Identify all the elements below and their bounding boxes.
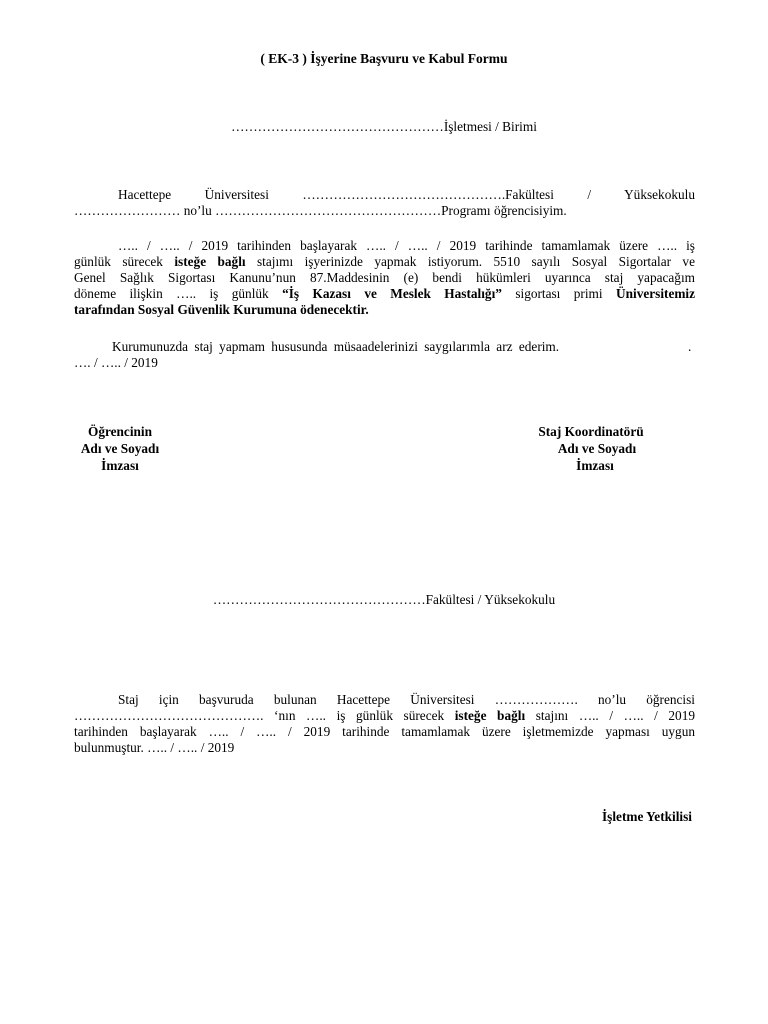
form-title: ( EK-3 ) İşyerine Başvuru ve Kabul Formu (260, 51, 508, 66)
acceptance-paragraph (74, 692, 695, 756)
faculty-line: …………………………………………Fakültesi / Yüksekokulu (212, 592, 556, 607)
acceptance-line-2-text-a: ……………………………………. ‘nın ….. iş günlük sürecek (74, 708, 455, 723)
student-info-line-2: …………………… no’lu ……………………………………………Programı öğrencisiyim. (74, 203, 567, 218)
student-sig-line-3: İmzası (101, 458, 139, 473)
request-line-4-text-a: döneme ilişkin ….. iş günlük (74, 286, 283, 301)
coordinator-sig-line-2: Adı ve Soyadı (557, 441, 637, 456)
student-info-paragraph (74, 187, 695, 219)
request-line-2-text-c: stajımı işyerinizde yapmak istiyorum. 5510 sayılı Sosyal Sigortalar ve (245, 254, 695, 269)
student-info-line-1: Hacettepe Üniversitesi ……………………………………….Fakültesi / Yüksekokulu (118, 187, 695, 202)
acceptance-line-1: Staj için başvuruda bulunan Hacettepe Üniversitesi ………………. no’lu öğrencisi (118, 692, 695, 707)
acceptance-line-2 (74, 708, 695, 724)
acceptance-line-3: tarihinden başlayarak ….. / ….. / 2019 tarihinde tamamlamak üzere işletmemizde yapması uygun (74, 724, 695, 739)
student-sig-line-2: Adı ve Soyadı (80, 441, 160, 456)
student-signature-block (60, 423, 180, 474)
request-line-1: ….. / ….. / 2019 tarihinden başlayarak ….. / ….. / 2019 tarihinde tamamlamak üzere ….. iş (118, 238, 695, 253)
coordinator-sig-line-1: Staj Koordinatörü (538, 424, 644, 439)
closing-line-1: Kurumunuzda staj yapmam hususunda müsaadelerinizi saygılarımla arz ederim. (112, 339, 560, 354)
acceptance-line-4: bulunmuştur. ….. / ….. / 2019 (74, 740, 235, 755)
request-line-4-text-c: sigortası primi (501, 286, 616, 301)
coordinator-signature-block (516, 423, 666, 474)
request-line-3: Genel Sağlık Sigortası Kanunu’nun 87.Maddesinin (e) bendi hükümleri uyarınca staj yapacağım (74, 270, 695, 285)
business-unit-line: …………………………………………İşletmesi / Birimi (231, 119, 537, 134)
insurance-type-emphasis: “İş Kazası ve Meslek Hastalığı” (282, 286, 502, 301)
closing-date-line: …. / ….. / 2019 (74, 355, 158, 370)
request-line-2-text-a: günlük sürecek (74, 254, 175, 269)
university-emphasis: Üniversitemiz (616, 286, 696, 301)
closing-line-1-end: . (688, 339, 692, 354)
internship-request-paragraph (74, 238, 695, 318)
student-sig-line-1: Öğrencinin (87, 424, 153, 439)
business-signatory: İşletme Yetkilisi (602, 809, 692, 824)
coordinator-sig-line-3: İmzası (576, 458, 614, 473)
request-line-2 (74, 254, 695, 270)
voluntary-emphasis: isteğe bağlı (174, 254, 246, 269)
request-line-5: tarafından Sosyal Güvenlik Kurumuna ödenecektir. (74, 302, 369, 317)
acceptance-voluntary-emphasis: isteğe bağlı (454, 708, 526, 723)
request-line-4 (74, 286, 695, 302)
acceptance-line-2-text-c: stajını ….. / ….. / 2019 (525, 708, 696, 723)
